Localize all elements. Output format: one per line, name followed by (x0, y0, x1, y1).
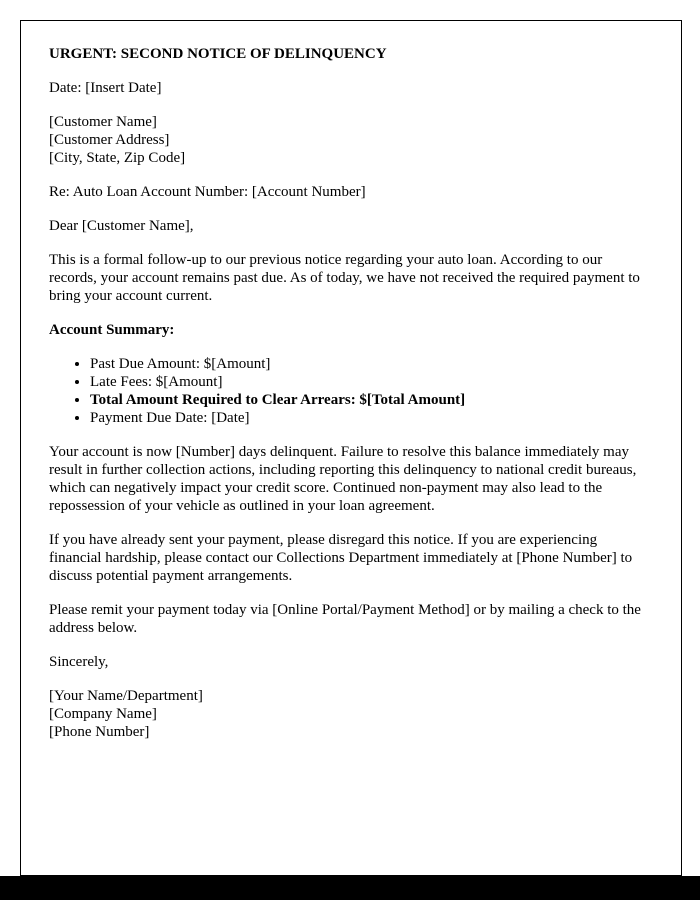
body-paragraph-delinquent: Your account is now [Number] days delinquent. Failure to resolve this balance immediately may result in further collection actions, including reporting this delinquency to national credit bureaus, which can negatively impact your credit score. Continued non-payment may also lead to the repossession of your vehicle as outlined in your loan agreement. (49, 444, 637, 514)
re-line: Re: Auto Loan Account Number: [Account Number] (49, 184, 366, 200)
letter-container (20, 20, 682, 876)
salutation: Dear [Customer Name], (49, 218, 194, 234)
account-summary-heading: Account Summary: (49, 322, 175, 338)
account-summary-list (49, 355, 651, 427)
closing-line: Sincerely, (49, 654, 109, 670)
summary-item-late-fees: • Late Fees: $[Amount] (90, 373, 651, 391)
recipient-name-line: [Customer Name] (49, 114, 157, 130)
signature-phone-line: [Phone Number] (49, 724, 150, 740)
body-paragraph-remit: Please remit your payment today via [Online Portal/Payment Method] or by mailing a check to the address below. (49, 602, 641, 636)
summary-item-due-date: • Payment Due Date: [Date] (90, 409, 651, 427)
summary-item-past-due: • Past Due Amount: $[Amount] (90, 355, 651, 373)
summary-item-total-arrears: • Total Amount Required to Clear Arrears: $[Total Amount] (90, 391, 651, 409)
bottom-black-bar (0, 876, 700, 900)
letter-title: URGENT: SECOND NOTICE OF DELINQUENCY (49, 46, 387, 62)
body-paragraph-followup: This is a formal follow-up to our previous notice regarding your auto loan. According to our records, your account remains past due. As of today, we have not received the required payment to bring your account current. (49, 252, 640, 304)
recipient-city-line: [City, State, Zip Code] (49, 150, 186, 166)
recipient-address-line: [Customer Address] (49, 132, 170, 148)
signature-block (49, 687, 651, 741)
recipient-address-block (49, 113, 651, 167)
signature-name-line: [Your Name/Department] (49, 688, 203, 704)
body-paragraph-hardship: If you have already sent your payment, please disregard this notice. If you are experiencing financial hardship, please contact our Collections Department immediately at [Phone Number] to discuss potential payment arrangements. (49, 532, 633, 584)
signature-company-line: [Company Name] (49, 706, 157, 722)
date-line: Date: [Insert Date] (49, 80, 162, 96)
